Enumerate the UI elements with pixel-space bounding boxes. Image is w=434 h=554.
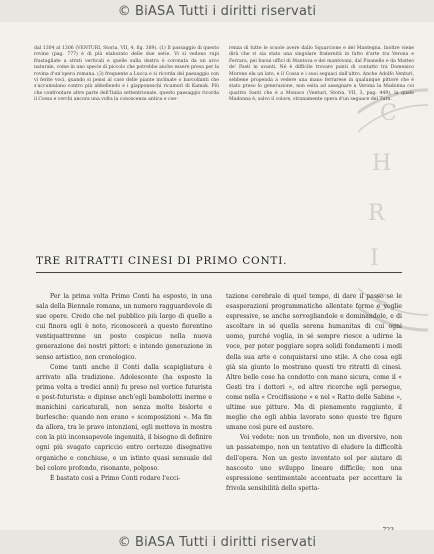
copyright-symbol: © xyxy=(117,3,131,19)
svg-text:C: C xyxy=(380,101,397,126)
svg-text:H: H xyxy=(372,151,392,176)
title-divider xyxy=(36,272,402,273)
paragraph: tazione cerebrale di quel tempo, di dare il passo se le esasperazioni programmatiche allentate forme e voglie espressive, se anche sorvegliandole e dominandole, e di ascoltare in sé quella serena humanitas di cui ogni uomo, purché voglia, in sé sempre riesce a udirne la voce, per poter poggiare sopra solidi fondamenti i modi della sua arte e conquistarsi uno stile. A che cosa egli già sia giunto lo mostrano questi tre ritratti di cinesi. Altre belle cose ha condotto con mano sicura, come il « Gesti tra i dottori », ed altre ricerche egli persegue, come nella « Crocifissione » e nel « Ratto delle Sabine », ultime sue pitture. Ma di pienamente raggiunto, il meglio che egli abbia lavorato sono queste tre figure umane così pure ed austere. xyxy=(226,293,402,432)
svg-text:R: R xyxy=(368,201,385,226)
footnotes-block xyxy=(34,46,414,104)
top-copyright-banner xyxy=(0,0,434,22)
svg-text:I: I xyxy=(370,246,379,271)
copyright-symbol: © xyxy=(117,534,131,550)
footnotes-left-column: dal 1304 al 1306 (VENTURI, Storia, VII, 4, fig. 389). (1) Il passaggio di questo rovine (pag. 777) è di più elaborato delle due serie. Vi si vedono rupi frastagliate a strati verticali e quelle sulla destra è coronata da un arco naturale, come in uno specie di piccolo che potrebbe anche essere presa per la rovina d'un'opera romana. (3) frequente a Lucca e si ricorda del paesaggio con vi ferite voci, quando si pensi al caso delle piante inclinate o barcollanti che s'accumulano contro più abbellendo e i giapponeschi ricamori di Kamak. Più che confrontare altre parte dell'Italia settentrionale, questo paesaggio ricorda il Cossa e cerchi ancora una volta la conoscenza antica e coe- xyxy=(34,46,219,103)
article-body xyxy=(36,292,402,494)
paragraph: È bastato così a Primo Conti rodare l'ecci- xyxy=(50,474,181,482)
svg-text:S: S xyxy=(374,291,390,316)
bottom-copyright-banner xyxy=(0,530,434,554)
paragraph: Come tanti anche il Conti dalla scapigliatura è arrivato alla tradizione. Adolescente (ha esposto la prima volta a tredici anni) fu preso nel vortice futurista e post-futurista: e dipinse anch'egli bambolotti inerme e manichini caricaturali, non senza molte bislorte e burlesche: quando non erano « scomposizioni ». Ma fin da allora, tra le prave intenzioni, egli metteva in mostra con la più inconsapevole ingenuità, il bisogno di definire ogni più svagato capriccio entro certezze disegnative organiche e conchiuse, e un istinto quasi sensuale del bel colore profondo, risonante, polposo. xyxy=(36,363,212,472)
banner-text: BiASA Tutti i diritti riservati xyxy=(134,3,317,19)
article-left-column xyxy=(36,292,212,494)
banner-text: BiASA Tutti i diritti riservati xyxy=(134,534,317,550)
paragraph: Voi vedete: non un tronfiolo, non un diversivo, non un passatempo, non un tentativo di eludere la difficoltà dell'opera. Non un gesto inventato sol per aiutare di nascosto uno sviluppo lineare difficile; non una espressione sentimentale accentuata per accettare la frivola sensibilità dello spetta- xyxy=(226,434,402,492)
article-title: TRE RITRATTI CINESI DI PRIMO CONTI. xyxy=(36,255,288,267)
paragraph: Per la prima volta Primo Conti ha esposto, in una sala della Biennale romana, un numero ragguardevole di sue opere. Credo che nel pubblico più largo di quello a cui finora egli è noto, riconoscerà a questo fiorentino ventiquattrenne un posto cospicuo nella nuova generazione dei nostri pittori: e intendo generazione in senso artistico, non cronologico. xyxy=(36,293,213,361)
article-right-column xyxy=(226,292,402,494)
footnotes-right-column: renza di tutte le scuole avere dallo Squarcione e del Mantegna. Inoltre viene dirà che vi sia stato una singolare fraternità in fatto d'arte tra Verona e Ferrara, pei buoni uffici di Mantova e dei mantovani, dal Pisanello e da Matteo de' Pasti in avanti. Né è difficile trovare punti di contatto tra Domenico Morone ela un lato, e il Cossa e i suoi seguaci dall'altro. Anche Adolfo Venturi, sebbene propenda a vedere una mano ferrarese in qualunque pittore che è stato preso lo generazione, non esita ad assegnare a Verona la Madonna coi quattro Santi che è a Monaco (Venturi, Storia, VII, 3, pag. 449), la quale Madonna è, salvo il colore, stranamente opera d'un seguace del Tura. xyxy=(229,46,414,103)
